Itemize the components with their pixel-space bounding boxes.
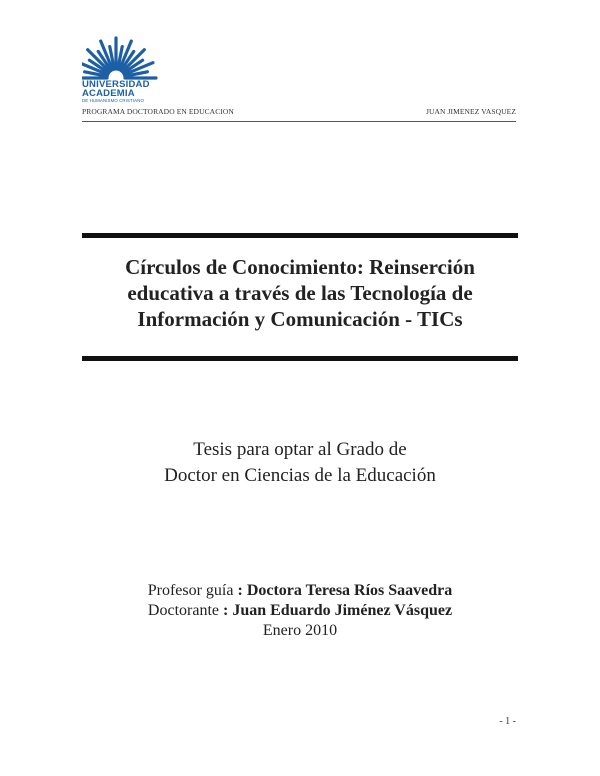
logo-line-2: ACADEMIA (82, 88, 135, 99)
logo-line-1: UNIVERSIDAD (82, 79, 150, 90)
university-logo (82, 34, 182, 108)
logo-tagline: DE HUMANISMO CRISTIANO (82, 98, 144, 103)
thesis-title-line-3: Información y Comunicación - TICs (137, 307, 463, 331)
credits-block (82, 581, 518, 641)
header-author: JUAN JIMENEZ VASQUEZ (425, 107, 516, 116)
header-divider (82, 121, 516, 122)
thesis-title (82, 254, 518, 332)
advisor-line (82, 581, 518, 601)
title-top-rule (82, 233, 518, 238)
degree-statement-line-2: Doctor en Ciencias de la Educación (164, 465, 436, 486)
header-program: PROGRAMA DOCTORADO EN EDUCACION (82, 107, 234, 116)
logo-wordmark (82, 80, 182, 104)
thesis-title-line-1: Círculos de Conocimiento: Reinserción (125, 255, 475, 279)
thesis-title-line-2: educativa a través de las Tecnología de (127, 281, 473, 305)
thesis-date: Enero 2010 (262, 622, 338, 639)
student-name: : Juan Eduardo Jiménez Vásquez (223, 602, 453, 619)
sunburst-emblem-icon (82, 34, 182, 82)
title-bottom-rule (82, 356, 518, 361)
degree-statement-line-1: Tesis para optar al Grado de (193, 439, 407, 460)
advisor-name: : Doctora Teresa Ríos Saavedra (237, 582, 453, 599)
degree-statement (82, 437, 518, 489)
page-number: - 1 - (499, 716, 516, 727)
student-line (82, 601, 518, 621)
advisor-label: Profesor guía (147, 582, 238, 599)
student-label: Doctorante (147, 602, 223, 619)
